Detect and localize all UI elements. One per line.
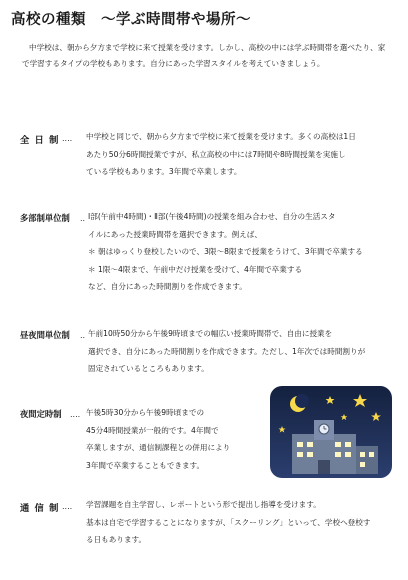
body-line: る日もあります。	[86, 535, 147, 544]
body-line: イルにあった授業時間帯を選択できます。例えば、	[88, 229, 262, 239]
term-heading: 全 日 制	[20, 135, 60, 146]
body-line: 学習課題を自主学習し、レポートという形で提出し指導を受けます。	[86, 500, 321, 509]
body-line: 午後5時30分から午後9時頃までの	[86, 408, 205, 417]
term-leader: ‥‥	[62, 502, 73, 511]
body-line: 45分4時間授業が一般的です。4年間で	[86, 425, 219, 435]
body-line: 基本は自宅で学習することになりますが、「スクーリング」といって、学校へ登校す	[86, 517, 371, 527]
body-line: ＊ 朝はゆっくり登校したいので、3限～8限まで授業をうけて、3年間で卒業する	[88, 247, 363, 256]
term-heading: 昼夜間単位制	[20, 330, 70, 340]
body-line: あたり50分6時間授業ですが、私立高校の中には7時間や8時間授業を実施し	[86, 149, 346, 159]
term-heading: 夜間定時制	[20, 409, 62, 419]
body-line: ＊ 1限～4限まで、午前中だけ授業を受けて、4年間で卒業する	[88, 264, 303, 274]
body-line: 固定されているところもあります。	[88, 364, 209, 373]
term-leader: ‥‥	[70, 410, 81, 419]
section-body	[86, 404, 258, 474]
section-body	[88, 325, 386, 378]
term-leader: ‥	[80, 214, 86, 223]
body-line: ている学校もあります。3年間で卒業します。	[86, 167, 242, 176]
section-body	[88, 208, 386, 296]
body-line: 午前10時50分から午後9時頃までの幅広い授業時間帯で、自由に授業を	[88, 329, 333, 338]
term-leader: ‥	[80, 331, 86, 340]
intro-paragraph: 中学校は、朝から夕方まで学校に来て授業を受けます。しかし、高校の中には学ぶ時間帯を選べたり、家で学習するタイプの学校もあります。自分にあった学習スタイルを考えていきましょう。	[22, 43, 386, 68]
section-body	[86, 496, 384, 549]
term-heading: 多部制単位制	[20, 213, 70, 223]
page-title: 高校の種類 ～学ぶ時間帯や場所～	[11, 12, 251, 28]
body-line: 3年間で卒業することもできます。	[86, 460, 205, 470]
body-line: 中学校と同じで、朝から夕方まで学校に来て授業を受けます。多くの高校は1日	[86, 132, 356, 141]
body-line: 選択でき、自分にあった時間割りを作成できます。ただし、1年次では時間割りが	[88, 346, 366, 356]
body-line: など、自分にあった時間割りを作成できます。	[88, 282, 247, 291]
body-line: 卒業しますが、通信制課程との併用により	[86, 443, 231, 452]
section-body	[86, 128, 384, 181]
term-heading: 通 信 制	[20, 503, 60, 514]
body-line: Ⅰ部(午前中4時間)・Ⅱ部(午後4時間)の授業を組み合わせ、自分の生活スタ	[88, 212, 336, 221]
term-leader: ‥‥	[62, 134, 73, 143]
night-school-illustration	[270, 386, 392, 478]
